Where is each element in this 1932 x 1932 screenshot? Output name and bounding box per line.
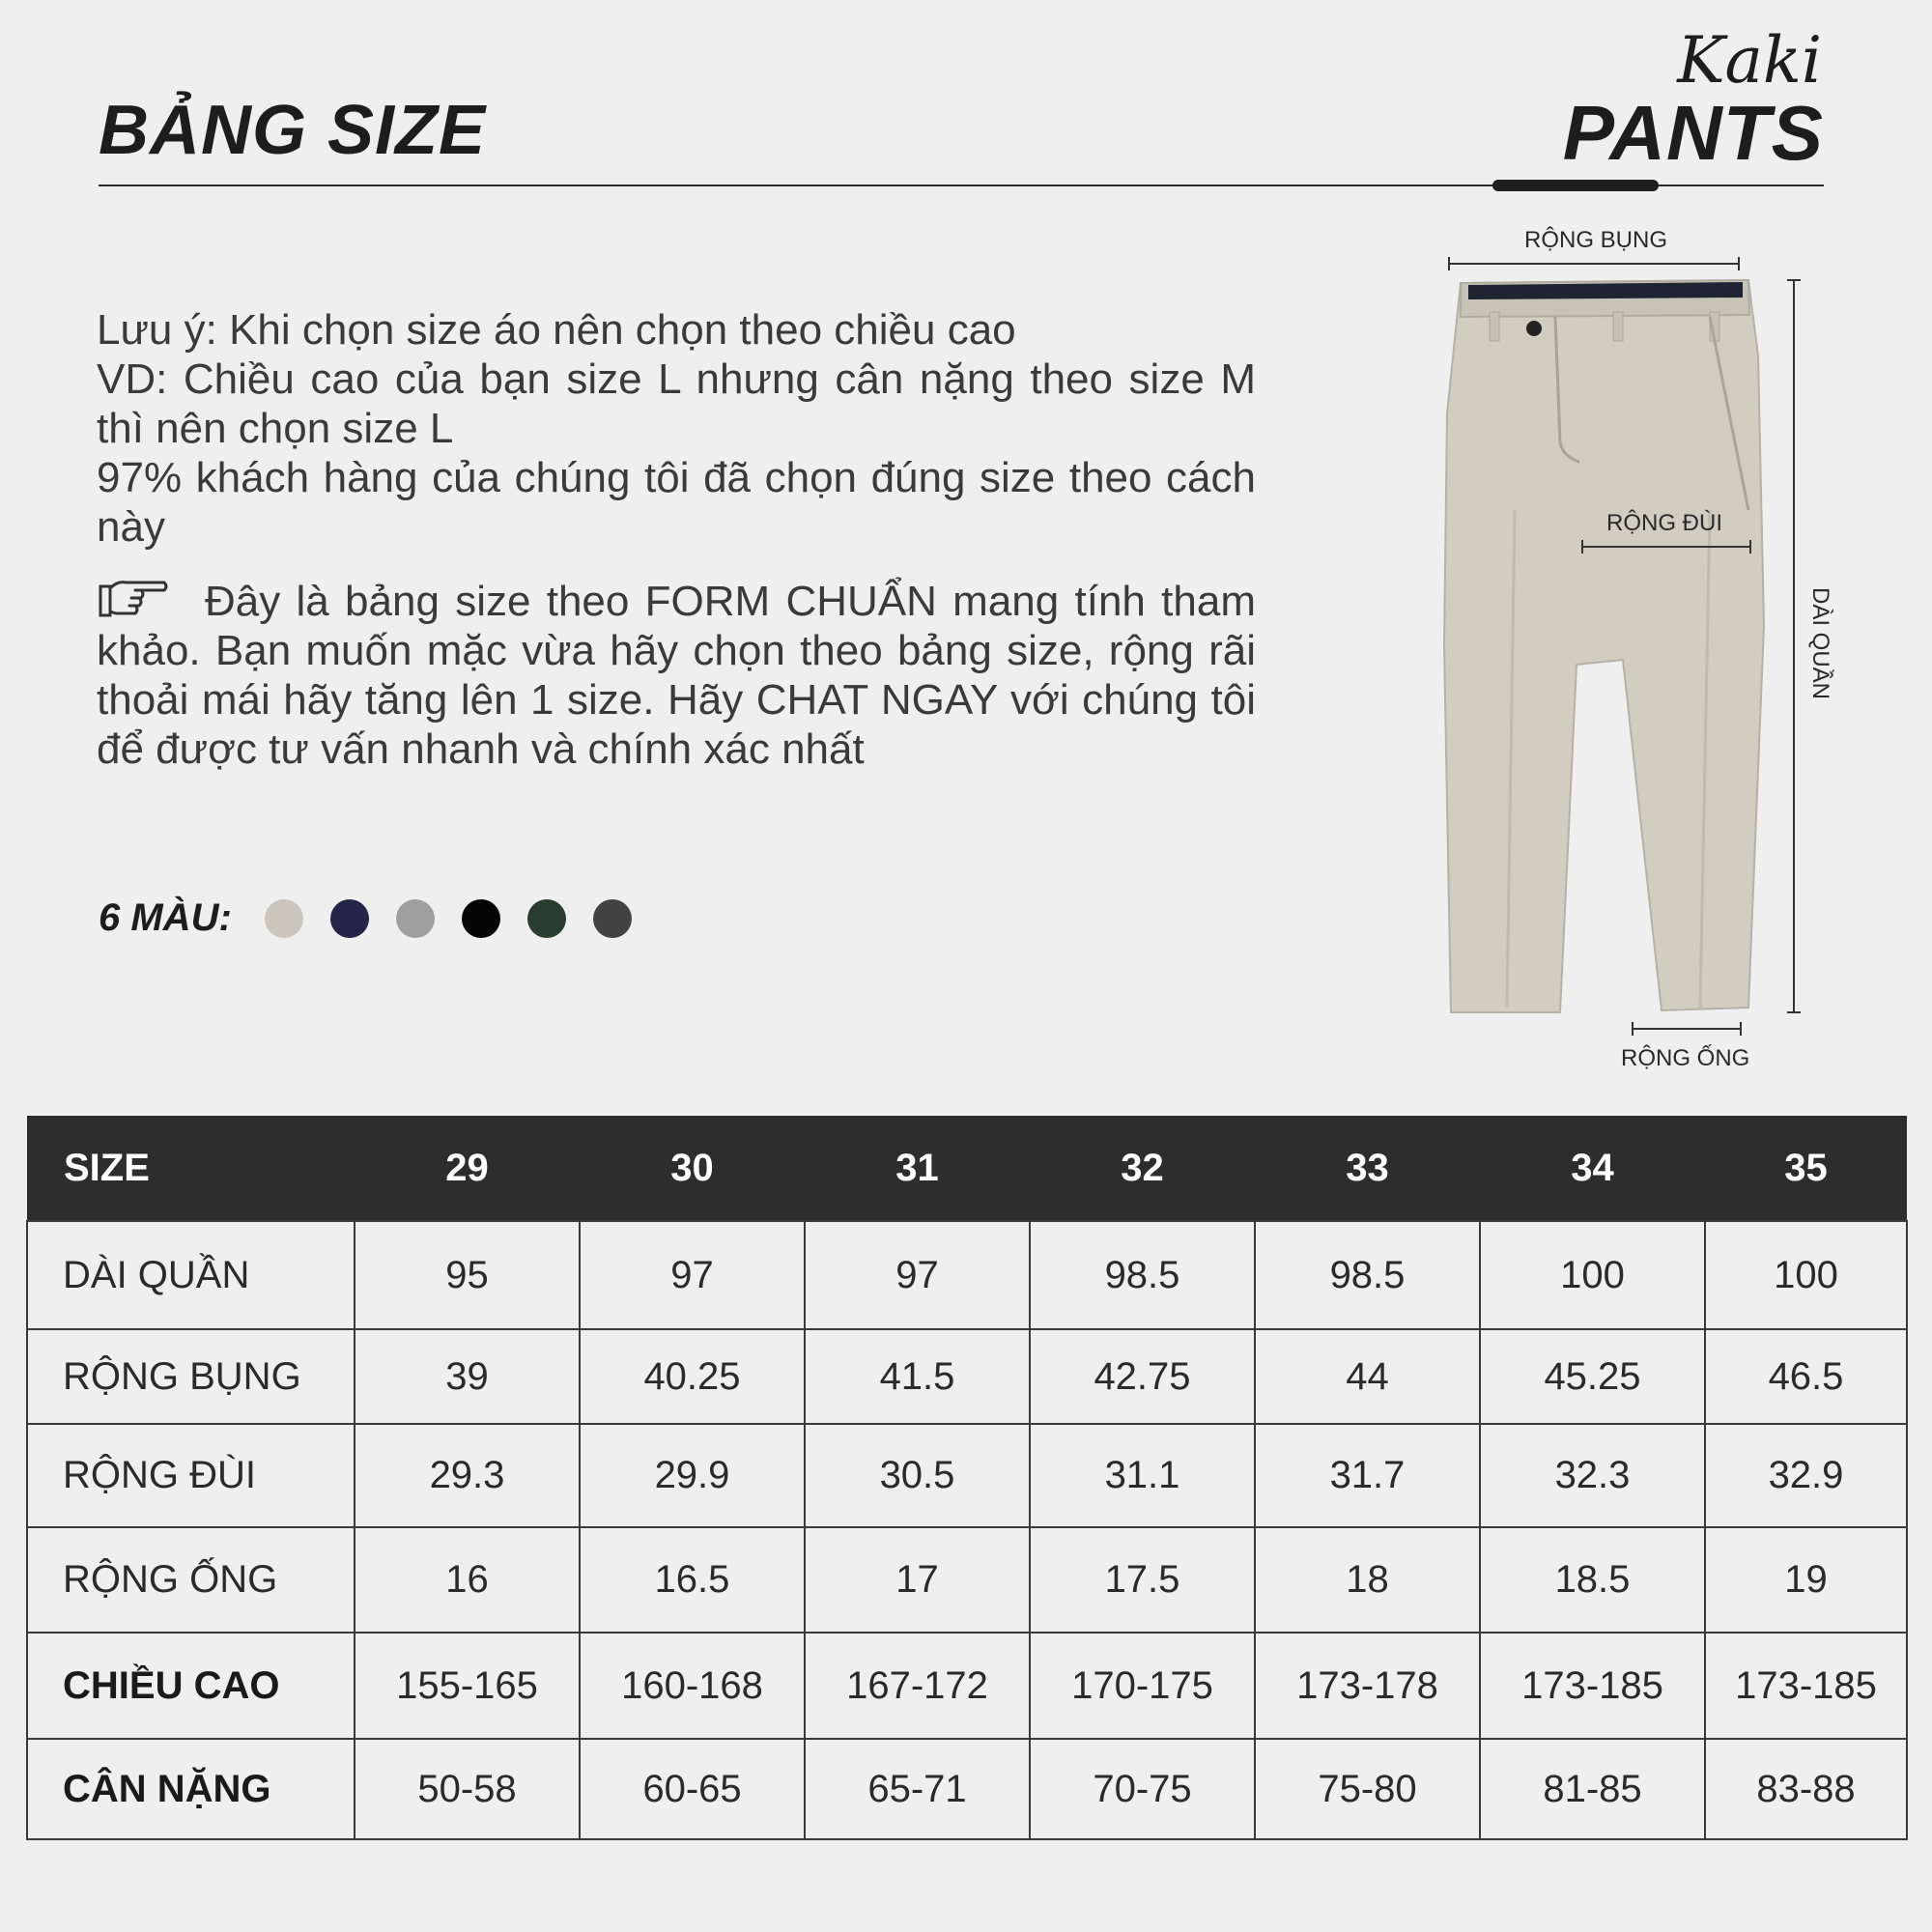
pants-illustration xyxy=(1420,220,1826,1090)
size-header: 34 xyxy=(1480,1116,1705,1221)
color-swatch[interactable] xyxy=(462,899,500,938)
table-cell: 31.1 xyxy=(1030,1424,1255,1527)
table-cell: 65-71 xyxy=(805,1739,1030,1839)
table-cell: 16.5 xyxy=(580,1527,805,1633)
table-cell: 97 xyxy=(580,1221,805,1329)
color-swatch[interactable] xyxy=(593,899,632,938)
table-cell: 50-58 xyxy=(355,1739,580,1839)
table-header-label: SIZE xyxy=(27,1116,355,1221)
table-cell: 100 xyxy=(1705,1221,1907,1329)
table-cell: 40.25 xyxy=(580,1329,805,1424)
hem-label: RỘNG ỐNG xyxy=(1621,1045,1750,1071)
table-cell: 31.7 xyxy=(1255,1424,1480,1527)
table-row xyxy=(27,1221,1907,1329)
table-row xyxy=(27,1527,1907,1633)
pointing-hand-icon xyxy=(97,577,170,621)
size-header: 29 xyxy=(355,1116,580,1221)
table-header-row xyxy=(27,1116,1907,1221)
table-row xyxy=(27,1424,1907,1527)
table-row xyxy=(27,1329,1907,1424)
row-label: RỘNG ĐÙI xyxy=(27,1424,355,1527)
table-cell: 17 xyxy=(805,1527,1030,1633)
table-row xyxy=(27,1739,1907,1839)
colors-label: 6 MÀU: xyxy=(99,896,232,939)
color-swatch[interactable] xyxy=(330,899,369,938)
table-cell: 39 xyxy=(355,1329,580,1424)
color-swatch[interactable] xyxy=(265,899,303,938)
table-cell: 160-168 xyxy=(580,1633,805,1739)
length-label: DÀI QUẦN xyxy=(1807,587,1833,700)
row-label: DÀI QUẦN xyxy=(27,1221,355,1329)
table-cell: 44 xyxy=(1255,1329,1480,1424)
table-cell: 16 xyxy=(355,1527,580,1633)
table-cell: 17.5 xyxy=(1030,1527,1255,1633)
row-label: CÂN NẶNG xyxy=(27,1739,355,1839)
table-cell: 98.5 xyxy=(1030,1221,1255,1329)
table-cell: 173-178 xyxy=(1255,1633,1480,1739)
table-cell: 100 xyxy=(1480,1221,1705,1329)
table-cell: 18 xyxy=(1255,1527,1480,1633)
size-header: 30 xyxy=(580,1116,805,1221)
size-notes xyxy=(97,305,1256,774)
thigh-label: RỘNG ĐÙI xyxy=(1606,510,1722,536)
table-cell: 97 xyxy=(805,1221,1030,1329)
row-label: RỘNG BỤNG xyxy=(27,1329,355,1424)
table-cell: 46.5 xyxy=(1705,1329,1907,1424)
table-cell: 70-75 xyxy=(1030,1739,1255,1839)
table-cell: 32.3 xyxy=(1480,1424,1705,1527)
table-cell: 95 xyxy=(355,1221,580,1329)
size-header: 33 xyxy=(1255,1116,1480,1221)
size-header: 32 xyxy=(1030,1116,1255,1221)
note-line: VD: Chiều cao của bạn size L nhưng cân nặng theo size M thì nên chọn size L xyxy=(97,355,1256,452)
table-row xyxy=(27,1633,1907,1739)
table-cell: 19 xyxy=(1705,1527,1907,1633)
table-cell: 167-172 xyxy=(805,1633,1030,1739)
brand-logo xyxy=(1562,23,1824,176)
size-table xyxy=(26,1116,1908,1840)
table-cell: 170-175 xyxy=(1030,1633,1255,1739)
page-title: BẢNG SIZE xyxy=(99,92,487,169)
table-cell: 41.5 xyxy=(805,1329,1030,1424)
pants-measurement-diagram xyxy=(1420,220,1833,1090)
size-header: 35 xyxy=(1705,1116,1907,1221)
note-line: Lưu ý: Khi chọn size áo nên chọn theo chiều cao xyxy=(97,306,1016,354)
table-cell: 29.3 xyxy=(355,1424,580,1527)
row-label: RỘNG ỐNG xyxy=(27,1527,355,1633)
brand-script: Kaki xyxy=(1677,23,1822,98)
table-cell: 173-185 xyxy=(1705,1633,1907,1739)
table-cell: 75-80 xyxy=(1255,1739,1480,1839)
table-cell: 29.9 xyxy=(580,1424,805,1527)
table-cell: 45.25 xyxy=(1480,1329,1705,1424)
table-cell: 155-165 xyxy=(355,1633,580,1739)
note-line: 97% khách hàng của chúng tôi đã chọn đúng size theo cách này xyxy=(97,454,1256,551)
table-cell: 173-185 xyxy=(1480,1633,1705,1739)
table-cell: 18.5 xyxy=(1480,1527,1705,1633)
table-cell: 42.75 xyxy=(1030,1329,1255,1424)
size-header: 31 xyxy=(805,1116,1030,1221)
waist-label: RỘNG BỤNG xyxy=(1524,227,1668,253)
table-cell: 32.9 xyxy=(1705,1424,1907,1527)
table-cell: 81-85 xyxy=(1480,1739,1705,1839)
color-options xyxy=(99,896,659,940)
table-cell: 60-65 xyxy=(580,1739,805,1839)
table-cell: 30.5 xyxy=(805,1424,1030,1527)
note-paragraph xyxy=(97,577,1256,774)
color-swatch[interactable] xyxy=(396,899,435,938)
title-divider-accent xyxy=(1492,180,1659,191)
table-cell: 98.5 xyxy=(1255,1221,1480,1329)
note-paragraph-text: Đây là bảng size theo FORM CHUẨN mang tính tham khảo. Bạn muốn mặc vừa hãy chọn theo bảng size, rộng rãi thoải mái hãy tăng lên 1 size. Hãy CHAT NGAY với chúng tôi để được tư vấn nhanh và chính xác nhất xyxy=(97,578,1256,773)
color-swatch[interactable] xyxy=(527,899,566,938)
row-label: CHIỀU CAO xyxy=(27,1633,355,1739)
table-cell: 83-88 xyxy=(1705,1739,1907,1839)
brand-name: PANTS xyxy=(1562,90,1824,176)
